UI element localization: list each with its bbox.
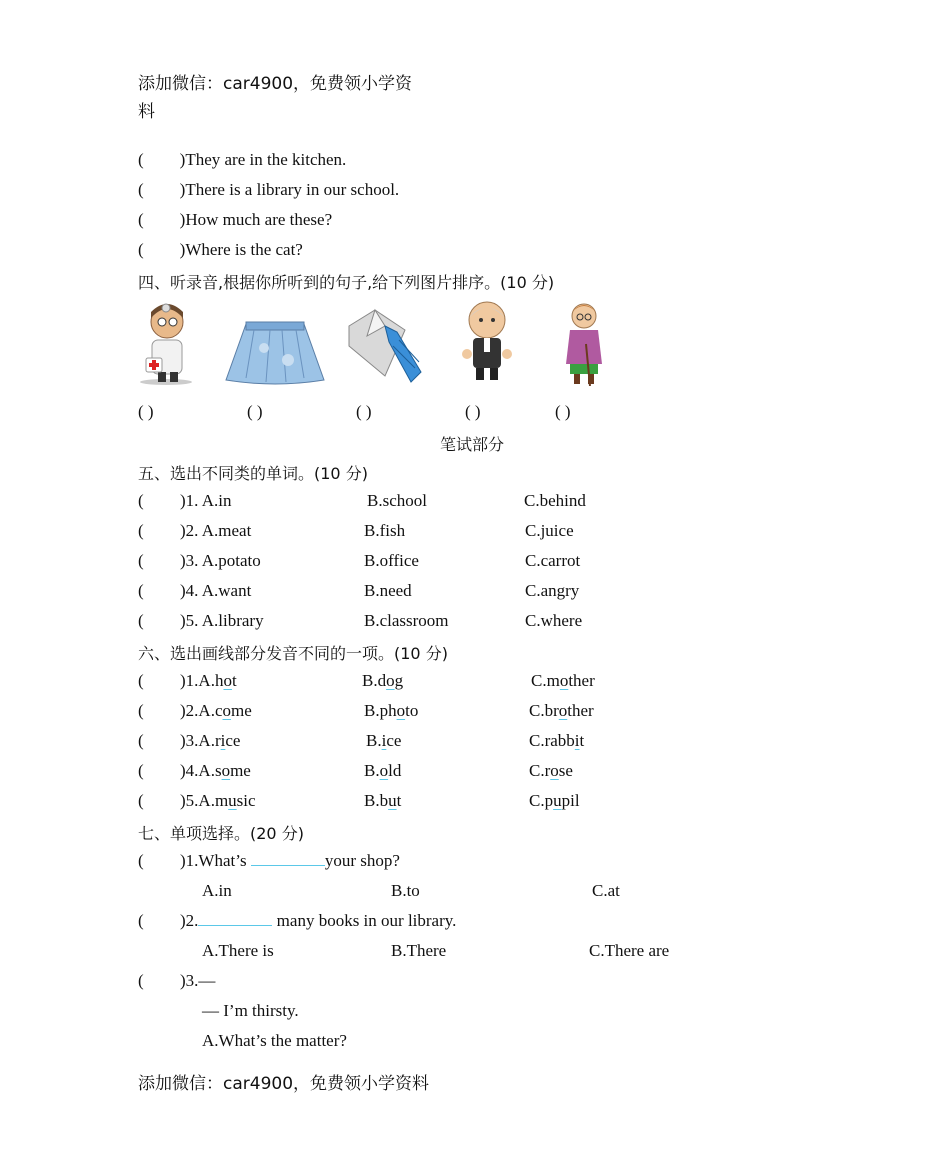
skirt-icon [224,320,326,386]
s5-q4-b: B.need [364,581,412,600]
s6-q1-c: C.mother [531,671,595,690]
s6-q3-a: )3.A.rice [180,731,241,750]
section-7-title: 七、单项选择。(20 分) [138,824,304,843]
s7-q2-a: A.There is [202,941,274,960]
s5-q1-a: )1. A.in [180,491,232,510]
s5-q5-b: B.classroom [364,611,449,630]
s6-q3-b: B.ice [366,731,402,750]
s7-q3-stem: )3.— [180,971,216,990]
s5-paren: ( [138,491,144,510]
picture-blank-5[interactable]: ( ) [555,402,571,421]
shirt-tie-icon [345,306,425,386]
s5-q5-c: C.where [525,611,583,630]
s6-paren: ( [138,791,144,810]
answer-blank[interactable] [198,911,272,926]
s7-paren: ( [138,971,144,990]
picture-blank-3[interactable]: ( ) [356,402,372,421]
s7-q1-stem: )1.What’s your shop? [180,851,400,870]
s5-q3-b: B.office [364,551,419,570]
section-5-title: 五、选出不同类的单词。(10 分) [138,464,368,483]
s6-q4-c: C.rose [529,761,573,780]
listen-item-4: ( )Where is the cat? [138,240,303,259]
s6-q2-c: C.brother [529,701,594,720]
s6-q1-b: B.dog [362,671,404,690]
s5-paren: ( [138,551,144,570]
s6-q4-a: )4.A.some [180,761,251,780]
s6-q5-a: )5.A.music [180,791,256,810]
s6-paren: ( [138,671,144,690]
s6-q3-c: C.rabbit [529,731,585,750]
s6-q4-b: B.old [364,761,402,780]
grandfather-icon [458,298,516,386]
picture-blank-1[interactable]: ( ) [138,402,154,421]
s5-q1-b: B.school [367,491,427,510]
s7-q2-b: B.There [391,941,447,960]
header-line-2: 料 [138,102,155,122]
s6-paren: ( [138,701,144,720]
s6-q2-b: B.photo [364,701,419,720]
s5-q5-a: )5. A.library [180,611,264,630]
answer-blank[interactable] [251,851,325,866]
header-line-1: 添加微信：car4900，免费领小学资 [138,74,413,94]
s6-q5-c: C.pupil [529,791,580,810]
s6-paren: ( [138,761,144,780]
section-4-title: 四、听录音,根据你所听到的句子,给下列图片排序。(10 分) [138,273,555,292]
s7-q2-c: C.There are [589,941,670,960]
s7-q1-a: A.in [202,881,232,900]
picture-blank-4[interactable]: ( ) [465,402,481,421]
s5-q2-a: )2. A.meat [180,521,252,540]
s5-q1-c: C.behind [524,491,586,510]
listen-item-2: ( )There is a library in our school. [138,180,400,199]
s7-q3-line2: — I’m thirsty. [202,1001,299,1020]
s5-q2-b: B.fish [364,521,406,540]
s5-paren: ( [138,611,144,630]
s7-q1-c: C.at [592,881,620,900]
s5-q3-c: C.carrot [525,551,581,570]
listen-item-1: ( )They are in the kitchen. [138,150,347,169]
s6-q2-a: )2.A.come [180,701,252,720]
s5-q4-a: )4. A.want [180,581,252,600]
doctor-icon [138,296,198,386]
s5-q2-c: C.juice [525,521,574,540]
s5-q4-c: C.angry [525,581,580,600]
s7-q2-stem: )2. many books in our library. [180,911,457,930]
picture-blank-2[interactable]: ( ) [247,402,263,421]
s7-q1-b: B.to [391,881,420,900]
written-part-heading: 笔试部分 [440,435,505,454]
s6-paren: ( [138,731,144,750]
listen-item-3: ( )How much are these? [138,210,333,229]
s5-q3-a: )3. A.potato [180,551,261,570]
s6-q5-b: B.but [364,791,402,810]
s5-paren: ( [138,581,144,600]
s7-paren: ( [138,911,144,930]
s5-paren: ( [138,521,144,540]
footer-text: 添加微信：car4900，免费领小学资料 [138,1074,430,1094]
s7-paren: ( [138,851,144,870]
section-6-title: 六、选出画线部分发音不同的一项。(10 分) [138,644,448,663]
s7-q3-a: A.What’s the matter? [202,1031,347,1050]
s6-q1-a: )1.A.hot [180,671,237,690]
grandmother-icon [560,300,608,386]
